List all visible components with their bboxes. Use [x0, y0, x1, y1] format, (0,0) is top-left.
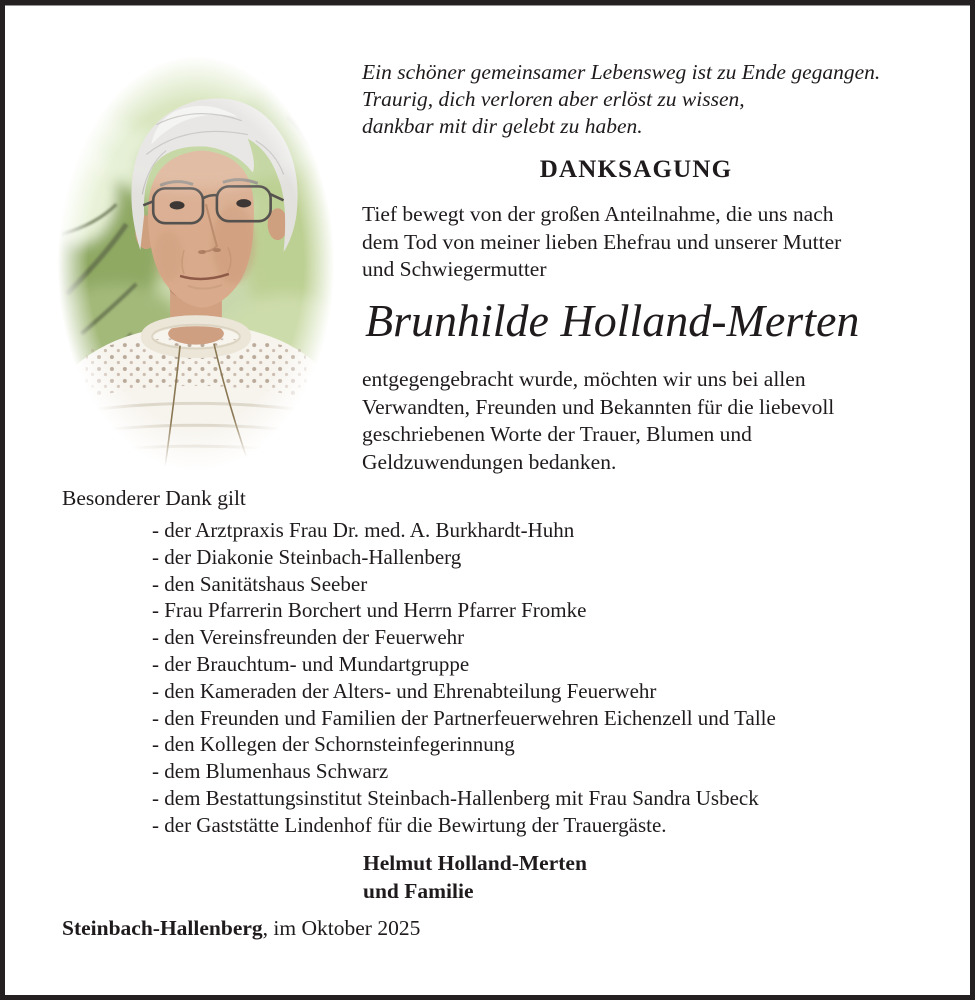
signature-name: Helmut Holland-Merten [363, 851, 587, 875]
body-paragraph [362, 366, 922, 476]
thanks-item: - dem Blumenhaus Schwarz [152, 759, 389, 784]
thanks-list [152, 517, 932, 839]
thanks-item: - der Brauchtum- und Mundartgruppe [152, 651, 470, 676]
signature [363, 849, 587, 905]
danksagung-heading: DANKSAGUNG [539, 156, 733, 183]
signature-family: und Familie [363, 879, 474, 903]
epigraph-line: Ein schöner gemeinsamer Lebensweg ist zu Ende gegangen. [362, 60, 881, 84]
epigraph-line: dankbar mit dir gelebt zu haben. [362, 114, 643, 138]
portrait-photo-content [55, 55, 337, 473]
body-line: Geldzuwendungen bedanken. [362, 449, 617, 474]
date-text: , im Oktober 2025 [262, 916, 421, 940]
thanks-item: - den Vereinsfreunden der Feuerwehr [152, 625, 465, 650]
thanks-item: - den Kollegen der Schornsteinfegerinnung [152, 732, 515, 757]
thanks-item: - dem Bestattungsinstitut Steinbach-Hallenberg mit Frau Sandra Usbeck [152, 785, 759, 810]
body-line: Verwandten, Freunden und Bekannten für die liebevoll [362, 394, 835, 419]
epigraph-line: Traurig, dich verloren aber erlöst zu wissen, [362, 87, 745, 111]
thanks-item: - der Gaststätte Lindenhof für die Bewirtung der Trauergäste. [152, 812, 667, 837]
place-date-line [62, 916, 420, 941]
epigraph [362, 59, 922, 140]
place-name: Steinbach-Hallenberg [62, 916, 263, 940]
thanks-item: - der Diakonie Steinbach-Hallenberg [152, 544, 462, 569]
thanks-item: - Frau Pfarrerin Borchert und Herrn Pfarrer Fromke [152, 598, 587, 623]
intro-line: und Schwiegermutter [362, 257, 547, 281]
thanks-item: - den Sanitätshaus Seeber [152, 571, 368, 596]
thanks-item: - den Kameraden der Alters- und Ehrenabteilung Feuerwehr [152, 678, 657, 703]
thanks-item: - den Freunden und Familien der Partnerfeuerwehren Eichenzell und Talle [152, 705, 776, 730]
body-line: geschriebenen Worte der Trauer, Blumen und [362, 422, 752, 446]
intro-line: Tief bewegt von der großen Anteilnahme, die uns nach [362, 202, 834, 226]
body-line: entgegengebracht wurde, möchten wir uns bei allen [362, 367, 806, 391]
portrait-photo [55, 55, 337, 473]
deceased-name: Brunhilde Holland-Merten [365, 295, 860, 346]
intro-line: dem Tod von meiner lieben Ehefrau und unserer Mutter [362, 229, 842, 254]
thanks-item: - der Arztpraxis Frau Dr. med. A. Burkhardt-Huhn [152, 518, 575, 542]
thanks-intro: Besonderer Dank gilt [62, 486, 246, 510]
intro-paragraph [362, 201, 922, 284]
